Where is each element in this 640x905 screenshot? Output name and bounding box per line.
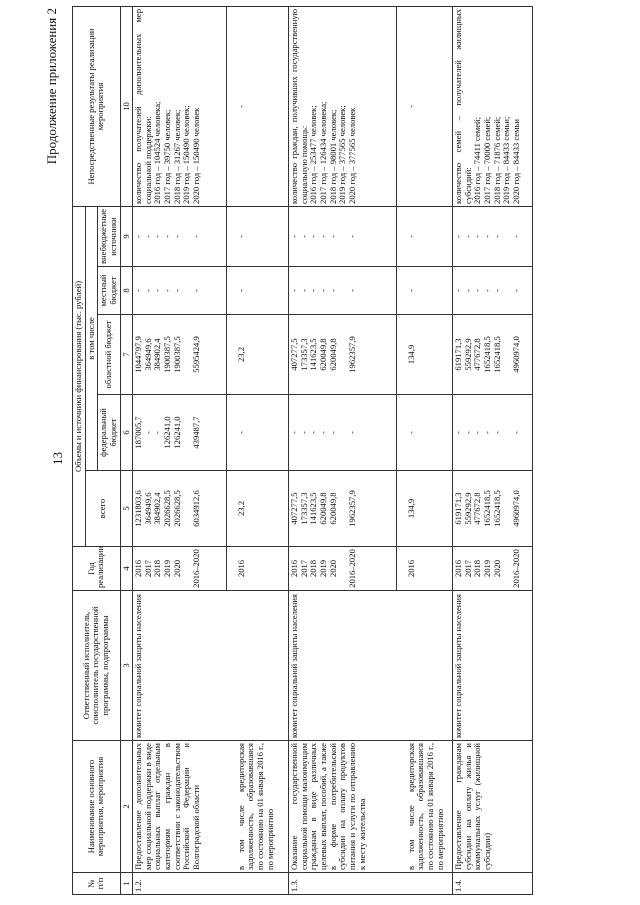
table-cell-value: - bbox=[133, 289, 144, 292]
regional-values bbox=[453, 315, 533, 395]
row-number: 1.3. bbox=[289, 873, 453, 895]
table-cell-value: 384902,4 bbox=[152, 492, 163, 525]
table-cell-value: - bbox=[289, 289, 300, 292]
table-cell-value: 364949,6 bbox=[142, 338, 153, 371]
table-row bbox=[397, 6, 453, 894]
header-offbudget: внебюджетные источники bbox=[98, 206, 120, 266]
table-cell-value: - bbox=[510, 235, 521, 238]
federal-values bbox=[453, 395, 533, 471]
table-cell-value: 384902,4 bbox=[152, 338, 163, 371]
table-cell-value: 1652418,5 bbox=[482, 336, 492, 373]
table-cell-value: 620049,8 bbox=[318, 338, 328, 371]
colnum: 1 bbox=[120, 873, 133, 895]
table-row bbox=[453, 6, 533, 894]
years-list bbox=[133, 547, 227, 591]
table-cell-value: 559292,9 bbox=[462, 492, 473, 525]
table-cell-value: - bbox=[482, 431, 492, 434]
arrears-local: - bbox=[227, 267, 289, 315]
table-cell-value: - bbox=[462, 431, 473, 434]
table-cell-value: 2016 bbox=[289, 559, 300, 578]
years-list bbox=[453, 547, 533, 591]
arrears-result: - bbox=[397, 6, 453, 206]
total-values bbox=[289, 471, 397, 547]
table-cell-value: 2026628,5 bbox=[162, 490, 172, 527]
table-cell-value: 2016 bbox=[453, 559, 464, 578]
arrears-offbudget: - bbox=[397, 206, 453, 266]
table-cell-value: - bbox=[318, 431, 328, 434]
table-cell-value: 2019 bbox=[482, 559, 492, 578]
table-cell-value: - bbox=[152, 235, 163, 238]
measure-name: Предоставление гражданам субсидии на оплату жилья и коммунальных услуг (жилищной субсидии) bbox=[453, 741, 533, 873]
table-cell-value: 187005,7 bbox=[133, 416, 144, 449]
table-cell-value: - bbox=[346, 289, 357, 292]
colnum: 4 bbox=[120, 547, 133, 591]
colnum: 5 bbox=[120, 471, 133, 547]
result-text: количество граждан, получивших государственную социальную помощь: 2016 год – 253477 человек; 2017 год – 126434 человека; 2018 год – 98001 человек; 2019 год – 377565 человек; 2020 год – 377565 человек bbox=[289, 6, 397, 206]
table-cell-value: - bbox=[453, 289, 464, 292]
table-cell-value: - bbox=[453, 431, 464, 434]
table-cell-value: - bbox=[289, 431, 300, 434]
table-cell-value: 2017 bbox=[462, 559, 473, 578]
row-number: 1.2. bbox=[133, 873, 289, 895]
header-executor: Ответственный исполнитель, соисполнитель государственной программы, подпрограммы bbox=[73, 591, 121, 741]
table-cell-value: - bbox=[308, 235, 319, 238]
arrears-federal: - bbox=[227, 395, 289, 471]
table-cell-value: 1652418,5 bbox=[482, 490, 492, 527]
header-local: местный бюджет bbox=[98, 267, 120, 315]
table-cell-value: 141623,5 bbox=[308, 492, 319, 525]
table-row bbox=[289, 6, 397, 894]
table-cell-value: 477672,8 bbox=[472, 338, 483, 371]
table-cell-value: 2016–2020 bbox=[510, 549, 521, 588]
table-cell-value: - bbox=[482, 289, 492, 292]
table-cell-value: - bbox=[171, 235, 182, 238]
table-cell-value: - bbox=[298, 431, 309, 434]
table-cell-value: - bbox=[308, 289, 319, 292]
table-cell-value: - bbox=[142, 235, 153, 238]
header-num: № п/п bbox=[73, 873, 121, 895]
header-year: Год реализации bbox=[73, 547, 121, 591]
header-including: в том числе bbox=[85, 206, 98, 470]
arrears-offbudget: - bbox=[227, 206, 289, 266]
table-cell-value: 2020 bbox=[491, 559, 502, 578]
result-text: количество семей – получателей жилищных субсидий: 2016 год – 74411 семей; 2017 год – 70000 семей; 2018 год – 71876 семей; 2019 год – 84433 семьи; 2020 год – 84433 семьи bbox=[453, 6, 533, 206]
table-cell-value: - bbox=[162, 235, 172, 238]
total-values bbox=[453, 471, 533, 547]
local-values bbox=[289, 267, 397, 315]
table-cell-value: 1962357,9 bbox=[346, 490, 357, 527]
table-cell-value: - bbox=[318, 235, 328, 238]
arrears-federal: - bbox=[397, 395, 453, 471]
table-cell-value: 2018 bbox=[308, 559, 319, 578]
table-cell-value: - bbox=[171, 289, 182, 292]
table-cell-value: - bbox=[327, 235, 338, 238]
table-cell-value: 620049,8 bbox=[318, 492, 328, 525]
arrears-year: 2016 bbox=[397, 547, 453, 591]
arrears-total: 134,9 bbox=[397, 471, 453, 547]
table-cell-value: 2018 bbox=[472, 559, 483, 578]
arrears-note: в том числе кредиторская задолженность, образовавшаяся по состоянию на 01 января 2016 г., по мероприятию bbox=[227, 741, 289, 873]
table-cell-value: 2017 bbox=[298, 559, 309, 578]
table-cell-value: - bbox=[152, 431, 163, 434]
table-cell-value: - bbox=[152, 289, 163, 292]
table-cell-value: 407277,5 bbox=[289, 492, 300, 525]
colnum: 2 bbox=[120, 741, 133, 873]
table-cell-value: - bbox=[308, 431, 319, 434]
table-cell-value: - bbox=[510, 431, 521, 434]
years-list bbox=[289, 547, 397, 591]
arrears-regional: 23,2 bbox=[227, 315, 289, 395]
header-regional: областной бюджет bbox=[98, 315, 120, 395]
table-row bbox=[133, 6, 227, 894]
table-cell-value: 2017 bbox=[142, 559, 153, 578]
table-cell-value: 477672,8 bbox=[472, 492, 483, 525]
table-cell-value: 4960974,0 bbox=[510, 490, 521, 527]
arrears-year: 2016 bbox=[227, 547, 289, 591]
table-cell-value: 559292,9 bbox=[462, 338, 473, 371]
table-cell-value: 141623,5 bbox=[308, 338, 319, 371]
table-cell-value: - bbox=[472, 431, 483, 434]
table-cell-value: 1652418,5 bbox=[491, 490, 502, 527]
row-number: 1.4. bbox=[453, 873, 533, 895]
table-cell-value: - bbox=[327, 289, 338, 292]
table-cell-value: 1962357,9 bbox=[346, 336, 357, 373]
table-cell-value: - bbox=[462, 235, 473, 238]
table-cell-value: - bbox=[482, 235, 492, 238]
table-cell-value: - bbox=[142, 289, 153, 292]
table-cell-value: 2016 bbox=[133, 559, 144, 578]
header-funding: Объемы и источники финансирования (тыс. рублей) bbox=[73, 206, 86, 546]
table-cell-value: 4960974,0 bbox=[510, 336, 521, 373]
table-row bbox=[227, 6, 289, 894]
table-cell-value: 6034912,6 bbox=[190, 490, 201, 527]
federal-values bbox=[133, 395, 227, 471]
table-cell-value: - bbox=[510, 289, 521, 292]
table-cell-value: 1900387,5 bbox=[162, 336, 172, 373]
table-cell-value: - bbox=[346, 431, 357, 434]
arrears-note: в том числе кредиторская задолженность, образовавшаяся по состоянию на 01 января 2016 г., по мероприятию bbox=[397, 741, 453, 873]
table-cell-value: - bbox=[472, 289, 483, 292]
arrears-total: 23,2 bbox=[227, 471, 289, 547]
colnum: 8 bbox=[120, 267, 133, 315]
table-cell-value: - bbox=[133, 235, 144, 238]
table-cell-value: 173357,3 bbox=[298, 492, 309, 525]
header-results: Непосредственные результаты реализации мероприятия bbox=[73, 6, 121, 206]
header-name: Наименование основного мероприятия, мероприятия bbox=[73, 741, 121, 873]
regional-values bbox=[133, 315, 227, 395]
executor: комитет социальной защиты населения bbox=[453, 591, 533, 741]
funding-table bbox=[72, 6, 533, 895]
colnum: 6 bbox=[120, 395, 133, 471]
table-cell-value: - bbox=[472, 235, 483, 238]
table-cell-value: 364949,6 bbox=[142, 492, 153, 525]
result-text: количество получателей дополнительных мер социальной поддержки: 2016 год – 104524 человека; 2017 год – 39750 человек; 2018 год – 31267 человек; 2019 год – 150490 человек; 2020 год – 150490 человек bbox=[133, 6, 227, 206]
header-federal: федеральный бюджет bbox=[98, 395, 120, 471]
offbudget-values bbox=[453, 206, 533, 266]
measure-name: Оказание государственной социальной помощи малоимущим гражданам в виде различных целевых выплат, пособий, а также в форме потребительской субсидии на оплату продуктов питания и услуги по отправлению к месту жительства bbox=[289, 741, 397, 873]
table-cell-value: - bbox=[162, 289, 172, 292]
table-cell-value: 439487,7 bbox=[190, 416, 201, 449]
executor: комитет социальной защиты населения bbox=[133, 591, 289, 741]
arrears-regional: 134,9 bbox=[397, 315, 453, 395]
table-cell-value: 126241,0 bbox=[162, 416, 172, 449]
table-cell-value: - bbox=[491, 289, 502, 292]
table-cell-value: - bbox=[491, 431, 502, 434]
table-cell-value: 620049,8 bbox=[327, 338, 338, 371]
table-cell-value: - bbox=[346, 235, 357, 238]
table-cell-value: 1652418,5 bbox=[491, 336, 502, 373]
table-cell-value: 2019 bbox=[162, 559, 172, 578]
table-cell-value: - bbox=[453, 235, 464, 238]
column-numbers-row bbox=[120, 6, 133, 894]
table-cell-value: 2026628,5 bbox=[171, 490, 182, 527]
page-number: 13 bbox=[50, 452, 65, 465]
table-cell-value: 2020 bbox=[327, 559, 338, 578]
colnum: 10 bbox=[120, 6, 133, 206]
arrears-local: - bbox=[397, 267, 453, 315]
colnum: 9 bbox=[120, 206, 133, 266]
table-cell-value: 620049,8 bbox=[327, 492, 338, 525]
offbudget-values bbox=[133, 206, 227, 266]
table-cell-value: 173357,3 bbox=[298, 338, 309, 371]
arrears-result: - bbox=[227, 6, 289, 206]
table-cell-value: 1231803,6 bbox=[133, 490, 144, 527]
measure-name: Предоставление дополнительных мер социальной поддержки в виде социальных выплат отдельным категориям граждан в соответствии с законодательством Российской Федерации и Волгоградской области bbox=[133, 741, 227, 873]
table-cell-value: 1044797,9 bbox=[133, 336, 144, 373]
federal-values bbox=[289, 395, 397, 471]
table-cell-value: 407277,5 bbox=[289, 338, 300, 371]
table-cell-value: 2016–2020 bbox=[346, 549, 357, 588]
table-cell-value: 2016–2020 bbox=[190, 549, 201, 588]
table-cell-value: - bbox=[142, 431, 153, 434]
table-cell-value: - bbox=[327, 431, 338, 434]
table-cell-value: 619171,3 bbox=[453, 492, 464, 525]
colnum: 3 bbox=[120, 591, 133, 741]
table-cell-value: 126241,0 bbox=[171, 416, 182, 449]
regional-values bbox=[289, 315, 397, 395]
header-total: всего bbox=[85, 471, 120, 547]
table-cell-value: 2019 bbox=[318, 559, 328, 578]
table-cell-value: 619171,3 bbox=[453, 338, 464, 371]
table-cell-value: - bbox=[298, 289, 309, 292]
table-cell-value: 2020 bbox=[171, 559, 182, 578]
table-cell-value: - bbox=[190, 235, 201, 238]
table-cell-value: - bbox=[462, 289, 473, 292]
offbudget-values bbox=[289, 206, 397, 266]
total-values bbox=[133, 471, 227, 547]
continuation-label: Продолжение приложения 2 bbox=[44, 8, 59, 165]
table-cell-value: 1900387,5 bbox=[171, 336, 182, 373]
table-cell-value: - bbox=[491, 235, 502, 238]
local-values bbox=[133, 267, 227, 315]
table-cell-value: 2018 bbox=[152, 559, 163, 578]
table-cell-value: - bbox=[318, 289, 328, 292]
table-cell-value: 5595424,9 bbox=[190, 336, 201, 373]
local-values bbox=[453, 267, 533, 315]
table-cell-value: - bbox=[289, 235, 300, 238]
table-cell-value: - bbox=[190, 289, 201, 292]
table-cell-value: - bbox=[298, 235, 309, 238]
colnum: 7 bbox=[120, 315, 133, 395]
executor: комитет социальной защиты населения bbox=[289, 591, 453, 741]
